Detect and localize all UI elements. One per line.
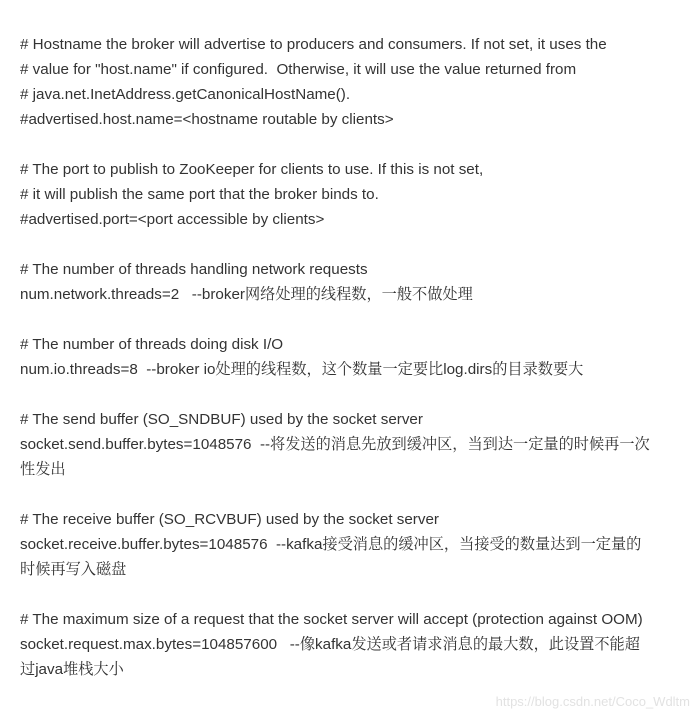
comment-line: # The maximum size of a request that the socket server will accept (protection against OOM) — [20, 611, 643, 628]
comment-line: # java.net.InetAddress.getCanonicalHostName(). — [20, 86, 351, 103]
config-line: #advertised.host.name=<hostname routable by clients> — [20, 111, 394, 128]
comment-line: # The receive buffer (SO_RCVBUF) used by the socket server — [20, 511, 439, 528]
blank-line — [20, 482, 690, 507]
watermark: https://blog.csdn.net/Coco_Wdltm — [495, 694, 690, 709]
config-line-continued: 时候再写入磁盘 — [20, 561, 127, 578]
comment-line: # The port to publish to ZooKeeper for clients to use. If this is not set, — [20, 161, 484, 178]
config-line: num.network.threads=2 --broker网络处理的线程数，一般不做处理 — [20, 286, 473, 303]
config-line: #advertised.port=<port accessible by clients> — [20, 211, 325, 228]
config-block-advertised-host — [20, 32, 690, 132]
comment-line: # value for "host.name" if configured. Otherwise, it will use the value returned from — [20, 61, 577, 78]
comment-line: # Hostname the broker will advertise to producers and consumers. If not set, it uses the — [20, 36, 607, 53]
blank-line — [20, 232, 690, 257]
config-block-send-buffer — [20, 407, 690, 482]
config-line-continued: 性发出 — [20, 461, 66, 478]
document-body — [20, 32, 690, 682]
config-line: socket.request.max.bytes=104857600 --像kafka发送或者请求消息的最大数，此设置不能超 — [20, 636, 640, 653]
comment-line: # it will publish the same port that the broker binds to. — [20, 186, 379, 203]
comment-line: # The send buffer (SO_SNDBUF) used by the socket server — [20, 411, 423, 428]
blank-line — [20, 382, 690, 407]
config-block-io-threads — [20, 332, 690, 382]
config-line: socket.send.buffer.bytes=1048576 --将发送的消息先放到缓冲区，当到达一定量的时候再一次 — [20, 436, 650, 453]
comment-line: # The number of threads doing disk I/O — [20, 336, 284, 353]
config-block-request-max-bytes — [20, 607, 690, 682]
blank-line — [20, 132, 690, 157]
config-line-continued: 过java堆栈大小 — [20, 661, 124, 678]
config-line: socket.receive.buffer.bytes=1048576 --kafka接受消息的缓冲区，当接受的数量达到一定量的 — [20, 536, 642, 553]
config-line: num.io.threads=8 --broker io处理的线程数，这个数量一定要比log.dirs的目录数要大 — [20, 361, 584, 378]
comment-line: # The number of threads handling network requests — [20, 261, 368, 278]
config-block-advertised-port — [20, 157, 690, 232]
blank-line — [20, 307, 690, 332]
config-block-receive-buffer — [20, 507, 690, 582]
config-block-network-threads — [20, 257, 690, 307]
blank-line — [20, 582, 690, 607]
